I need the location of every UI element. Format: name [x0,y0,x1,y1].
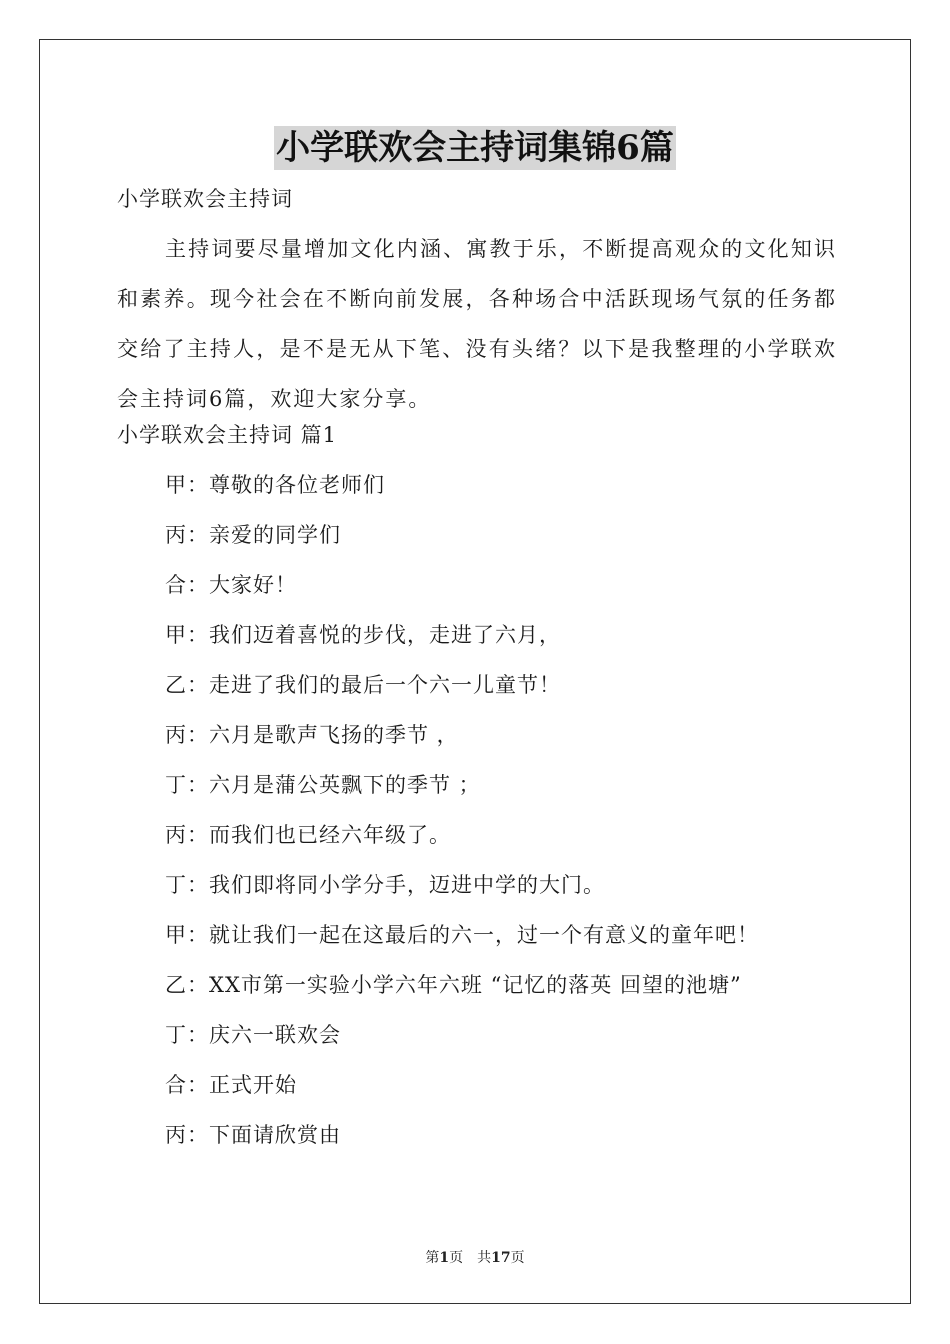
section-heading: 小学联欢会主持词 [117,187,293,211]
dialogue-line: 乙：走进了我们的最后一个六一儿童节！ [165,673,561,697]
dialogue-line: 甲：尊敬的各位老师们 [165,473,385,497]
total-prefix: 共 [477,1250,492,1266]
document-body [117,182,837,1168]
dialogue-line: 丙：亲爱的同学们 [165,523,341,547]
dialogue-line: 甲：就让我们一起在这最后的六一，过一个有意义的童年吧！ [165,923,759,947]
dialogue-line: 甲：我们迈着喜悦的步伐，走进了六月， [165,623,561,647]
page-suffix: 页 [449,1250,464,1266]
page-number: 1 [439,1250,450,1266]
total-suffix: 页 [510,1250,525,1266]
document-title: 小学联欢会主持词集锦6篇 [276,128,674,168]
dialogue-line: 合：大家好！ [165,573,297,597]
dialogue-line: 丙：六月是歌声飞扬的季节 ， [165,723,459,747]
total-pages: 17 [491,1250,511,1266]
dialogue-line: 丁：六月是蒲公英飘下的季节 ； [165,773,481,797]
page-prefix: 第 [425,1250,440,1266]
intro-paragraph: 主持词要尽量增加文化内涵、寓教于乐，不断提高观众的文化知识和素养。现今社会在不断向前发展，各种场合中活跃现场气氛的任务都交给了主持人，是不是无从下笔、没有头绪？以下是我整理的小学联欢会主持词6篇，欢迎大家分享。 [117,237,837,411]
dialogue-line: 丙：而我们也已经六年级了。 [165,823,451,847]
dialogue-line: 丁：庆六一联欢会 [165,1023,341,1047]
title-container [0,126,950,170]
dialogue-line: 丁：我们即将同小学分手，迈进中学的大门。 [165,873,605,897]
page-footer [0,1247,950,1267]
dialogue-line: 合：正式开始 [165,1073,297,1097]
dialogue-line: 丙：下面请欣赏由 [165,1123,341,1147]
dialogue-line: 乙：XX市第一实验小学六年六班 “记忆的落英 回望的池塘” [165,973,742,997]
part-heading: 小学联欢会主持词 篇1 [117,423,338,447]
